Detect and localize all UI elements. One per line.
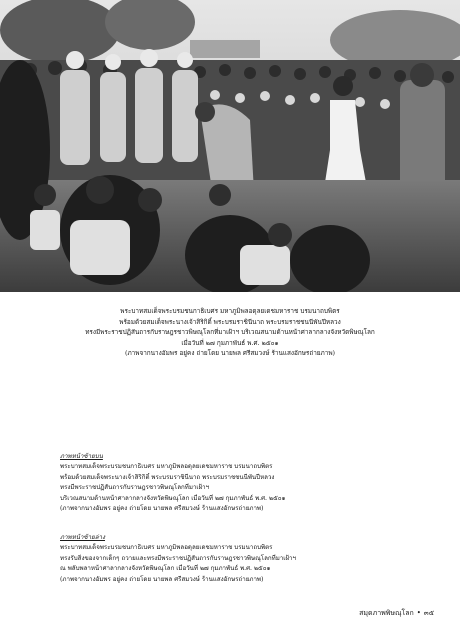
section-line: ทรงมีพระราชปฏิสันถารกับราษฎรชาวพิษณุโลกที่มาเฝ้าฯ xyxy=(60,484,210,492)
caption-line: เมื่อวันที่ ๒๗ กุมภาพันธ์ พ.ศ. ๒๕๐๑ xyxy=(181,338,279,347)
section-bottom-left xyxy=(60,533,405,585)
caption-line: พร้อมด้วยสมเด็จพระนางเจ้าสิริกิติ์ พระบรมราชินีนาถ พระบรมราชชนนีพันปีหลวง xyxy=(119,317,341,326)
historical-photo xyxy=(0,0,460,292)
caption-line: (ภาพจากนางอัมพร อยู่คง ถ่ายโดย นายพล ศรีสมวงษ์ ร้านแสงอักษรถ่ายภาพ) xyxy=(124,349,336,358)
section-line: ณ พลับพลาหน้าศาลากลางจังหวัดพิษณุโลก เมื่อวันที่ ๒๗ กุมภาพันธ์ พ.ศ. ๒๕๐๑ xyxy=(60,565,271,573)
section-line: (ภาพจากนางอัมพร อยู่คง ถ่ายโดย นายพล ศรีสมวงษ์ ร้านแสงอักษรถ่ายภาพ) xyxy=(60,505,264,513)
section-top-left xyxy=(60,452,405,514)
section-line: พร้อมด้วยสมเด็จพระนางเจ้าสิริกิติ์ พระบรมราชินีนาถ พระบรมราชชนนีพันปีหลวง xyxy=(60,473,275,481)
section-heading: ภาพหน้าซ้ายล่าง xyxy=(60,534,106,541)
footer-title: สมุดภาพพิษณุโลก xyxy=(359,609,414,617)
section-heading: ภาพหน้าซ้ายบน xyxy=(60,453,103,460)
section-line: (ภาพจากนางอัมพร อยู่คง ถ่ายโดย นายพล ศรีสมวงษ์ ร้านแสงอักษรถ่ายภาพ) xyxy=(60,575,264,583)
section-line: ทรงรับสิ่งของจากเด็กๆ ถวายและทรงมีพระราชปฏิสันถารกับราษฎรชาวพิษณุโลกที่มาเฝ้าฯ xyxy=(60,554,296,562)
caption-line: ทรงมีพระราชปฏิสันถารกับราษฎรชาวพิษณุโลกที่มาเฝ้าฯ บริเวณสนามด้านหน้าศาลากลางจังหวัดพิษณุโลก xyxy=(85,328,375,337)
page-footer xyxy=(359,608,434,619)
caption-line: พระบาทสมเด็จพระบรมชนกาธิเบศร มหาภูมิพลอดุลยเดชมหาราช บรมนาถบพิตร xyxy=(120,307,340,315)
section-line: พระบาทสมเด็จพระบรมชนกาธิเบศร มหาภูมิพลอดุลยเดชมหาราช บรมนาถบพิตร xyxy=(60,544,273,552)
section-line: บริเวณสนามด้านหน้าศาลากลางจังหวัดพิษณุโลก เมื่อวันที่ ๒๗ กุมภาพันธ์ พ.ศ. ๒๕๐๑ xyxy=(60,494,286,502)
bullet-icon: • xyxy=(416,609,421,617)
photo-illustration xyxy=(0,0,460,292)
page-number: ๓๕ xyxy=(423,609,434,617)
photo-caption xyxy=(30,306,430,359)
section-line: พระบาทสมเด็จพระบรมชนกาธิเบศร มหาภูมิพลอดุลยเดชมหาราช บรมนาถบพิตร xyxy=(60,463,273,471)
